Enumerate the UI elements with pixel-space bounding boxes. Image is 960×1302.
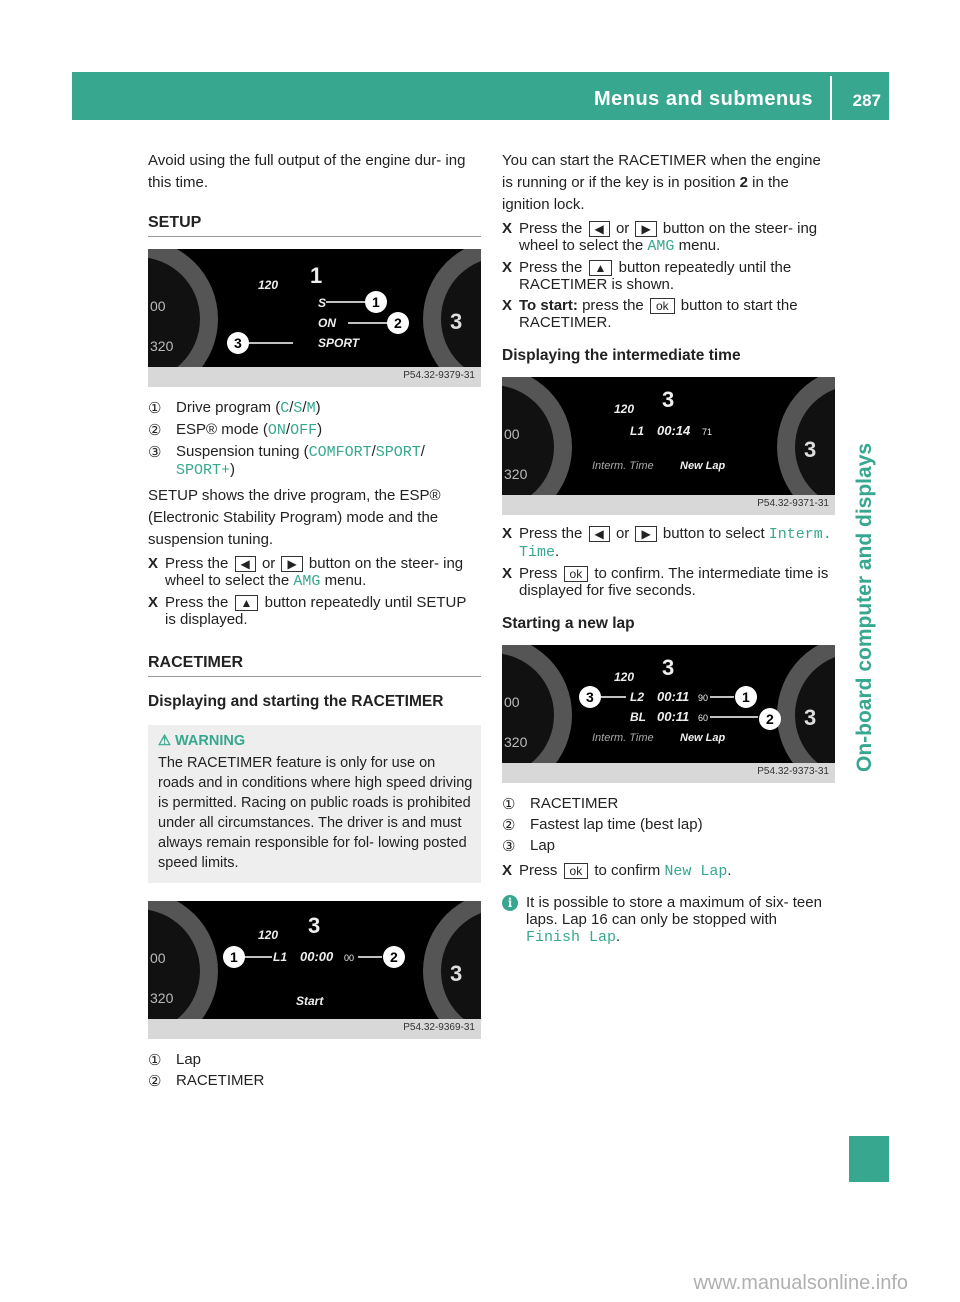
svg-text:00: 00 xyxy=(150,950,166,966)
racetimer-item-2: ② RACETIMER xyxy=(148,1072,265,1090)
drive-program-value: S xyxy=(318,296,327,310)
svg-text:320: 320 xyxy=(150,990,174,1006)
svg-text:3: 3 xyxy=(586,689,594,705)
speed-readout: 120 xyxy=(258,278,279,292)
intro-text: Avoid using the full output of the engine dur- ing this time. xyxy=(148,152,466,191)
gear-indicator: 3 xyxy=(662,387,675,412)
new-lap-item-1: ① RACETIMER xyxy=(502,795,619,813)
svg-text:00: 00 xyxy=(150,298,166,314)
racetimer-item-1: ① Lap xyxy=(148,1051,202,1069)
new-lap-step: X Press ok to confirm New Lap. xyxy=(502,862,732,880)
side-tab-label: On-board computer and displays xyxy=(853,442,876,772)
image-code: P54.32-9379-31 xyxy=(403,370,475,381)
svg-text:3: 3 xyxy=(234,335,242,351)
new-lap-item-2: ② Fastest lap time (best lap) xyxy=(502,816,703,834)
warning-box xyxy=(148,725,481,883)
interm-time-softkey: Interm. Time xyxy=(592,460,654,472)
lap-time-fraction: 71 xyxy=(702,427,713,437)
setup-heading: SETUP xyxy=(148,214,481,237)
lap-time-fraction: 00 xyxy=(344,953,355,963)
svg-text:3: 3 xyxy=(450,961,463,986)
gear-indicator: 1 xyxy=(310,263,323,288)
speed-readout: 120 xyxy=(614,670,635,684)
setup-item-2: ② ESP® mode (ON/OFF) xyxy=(148,421,323,439)
svg-text:320: 320 xyxy=(504,734,528,750)
new-lap-display-image xyxy=(502,645,835,783)
svg-text:320: 320 xyxy=(150,338,174,354)
gear-indicator: 3 xyxy=(662,655,675,680)
setup-item-1: ① Drive program (C/S/M) xyxy=(148,399,321,417)
esp-mode-value: ON xyxy=(318,316,336,330)
lap-time: 00:11 xyxy=(657,689,690,704)
image-code: P54.32-9373-31 xyxy=(757,766,829,777)
new-lap-heading: Starting a new lap xyxy=(502,615,635,632)
speed-readout: 120 xyxy=(258,928,279,942)
setup-step-1: X Press the ◀ or ▶ button on the steer- ing wheel to select the AMG menu. xyxy=(148,555,464,590)
intermediate-display-image xyxy=(502,377,835,515)
gear-indicator: 3 xyxy=(308,913,321,938)
page-number: 287 xyxy=(852,91,881,110)
racetimer-step-2: X Press the ▲ button repeatedly until the RACETIMER is shown. xyxy=(502,259,792,293)
setup-item-3: ③ Suspension tuning (COMFORT/SPORT/ SPORT+) xyxy=(148,443,425,479)
lap-time: 00:14 xyxy=(657,423,691,438)
display-start-heading: Displaying and starting the RACETIMER xyxy=(148,693,444,710)
best-lap-label: BL xyxy=(630,710,646,724)
svg-text:2: 2 xyxy=(766,711,774,727)
intermediate-heading: Displaying the intermediate time xyxy=(502,347,741,364)
suspension-value: SPORT xyxy=(318,336,360,350)
svg-text:3: 3 xyxy=(804,705,817,730)
column-right xyxy=(502,150,835,946)
header-bar xyxy=(72,72,889,120)
svg-text:1: 1 xyxy=(742,689,750,705)
svg-text:320: 320 xyxy=(504,466,528,482)
column-left xyxy=(148,150,481,1089)
side-tab xyxy=(849,122,889,1182)
intermediate-step-1: X Press the ◀ or ▶ button to select Interm. Time. xyxy=(502,525,832,561)
warning-icon: ⚠ xyxy=(158,733,171,749)
intermediate-step-2: X Press ok to confirm. The intermediate time is displayed for five seconds. xyxy=(502,565,829,599)
svg-text:2: 2 xyxy=(390,949,398,965)
lap-label: L2 xyxy=(630,690,645,704)
warning-title: WARNING xyxy=(175,733,246,749)
image-code: P54.32-9371-31 xyxy=(757,498,829,509)
lap-time-fraction: 90 xyxy=(698,693,709,703)
speed-readout: 120 xyxy=(614,402,635,416)
svg-text:2: 2 xyxy=(394,315,402,331)
info-note: i It is possible to store a maximum of six- teen laps. Lap 16 can only be stopped with Finish Lap. xyxy=(502,894,835,946)
new-lap-softkey: New Lap xyxy=(680,460,726,472)
new-lap-softkey: New Lap xyxy=(680,732,726,744)
info-icon: i xyxy=(502,895,518,911)
warning-text: The RACETIMER feature is only for use on roads and in conditions where high speed driving is permitted. Racing on public roads is prohibited under all circumstances. The driver is and must always remain responsible for fol- lowing posted speed limits. xyxy=(158,755,473,871)
new-lap-item-3: ③ Lap xyxy=(502,837,556,855)
interm-time-softkey: Interm. Time xyxy=(592,732,654,744)
image-code: P54.32-9369-31 xyxy=(403,1022,475,1033)
svg-text:3: 3 xyxy=(450,309,463,334)
setup-display-image xyxy=(148,249,481,387)
section-title: Menus and submenus xyxy=(593,88,813,110)
lap-label: L1 xyxy=(273,950,288,964)
footer-watermark: www.manualsonline.info xyxy=(693,1272,908,1294)
svg-text:1: 1 xyxy=(230,949,238,965)
racetimer-step-1: X Press the ◀ or ▶ button on the steer- ing wheel to select the AMG menu. xyxy=(502,220,818,255)
racetimer-step-3: X To start: press the ok button to start the RACETIMER. xyxy=(502,297,798,331)
setup-description: SETUP shows the drive program, the ESP® (Electronic Stability Program) mode and the suspension tuning. xyxy=(148,487,441,548)
svg-text:00: 00 xyxy=(504,694,520,710)
racetimer-display-image xyxy=(148,901,481,1039)
svg-text:3: 3 xyxy=(804,437,817,462)
setup-step-2: X Press the ▲ button repeatedly until SETUP is displayed. xyxy=(148,594,467,628)
best-lap-time: 00:11 xyxy=(657,709,690,724)
header-divider xyxy=(830,76,832,120)
lap-time: 00:00 xyxy=(300,949,334,964)
racetimer-intro: You can start the RACETIMER when the engine is running or if the key is in position 2 in the ignition lock. xyxy=(502,152,821,213)
svg-text:00: 00 xyxy=(504,426,520,442)
start-label: Start xyxy=(296,994,324,1008)
best-lap-fraction: 60 xyxy=(698,713,709,723)
lap-label: L1 xyxy=(630,424,645,438)
racetimer-heading: RACETIMER xyxy=(148,654,481,677)
svg-text:1: 1 xyxy=(372,294,380,310)
side-marker xyxy=(849,1136,889,1182)
